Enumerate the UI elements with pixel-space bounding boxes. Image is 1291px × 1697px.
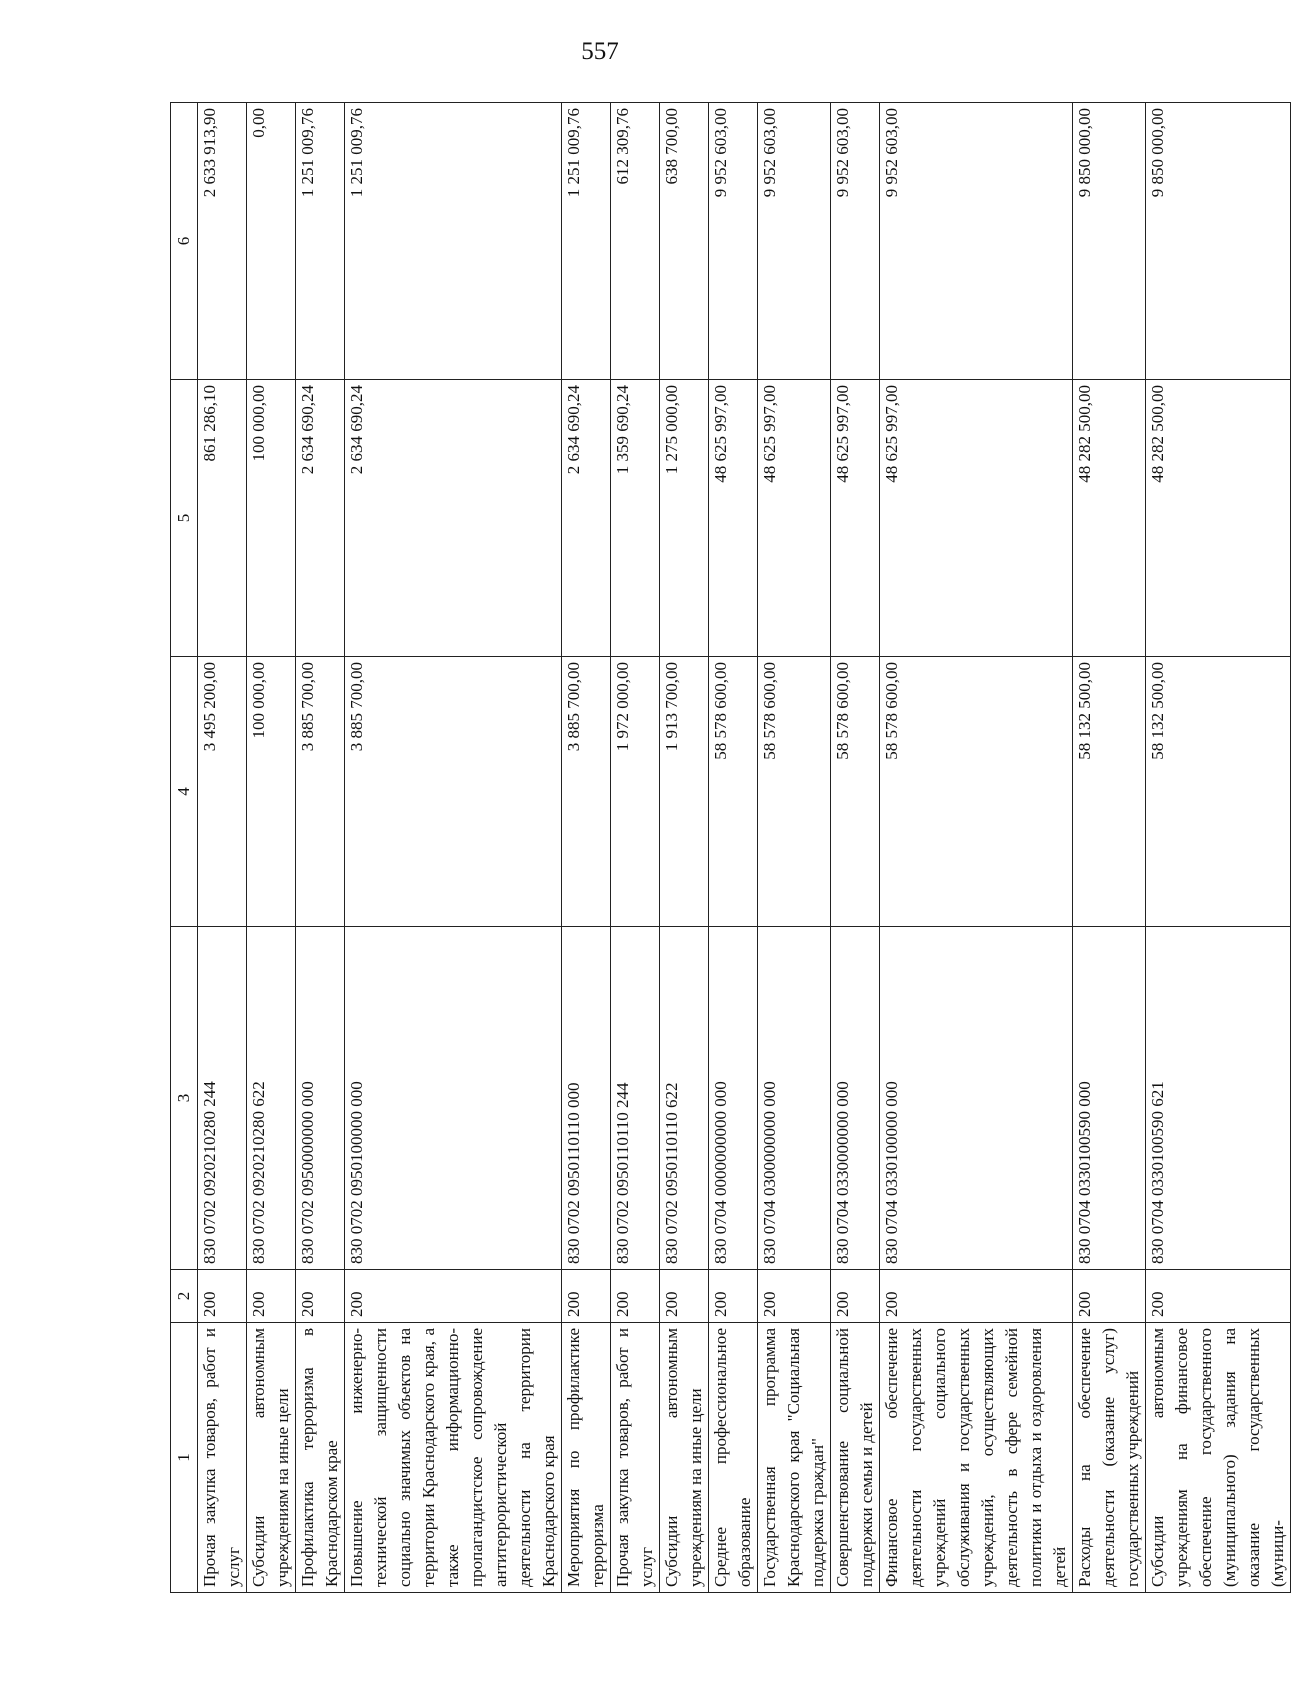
row-amount-6: 0,00 [247, 103, 296, 380]
row-amount-4: 58 578 600,00 [758, 657, 831, 927]
row-amount-5: 48 625 997,00 [880, 380, 1073, 657]
column-header: 1 [171, 1323, 198, 1593]
row-amount-4: 100 000,00 [247, 657, 296, 927]
table-row [198, 103, 247, 1593]
table-row [831, 103, 880, 1593]
row-amount-5: 48 625 997,00 [831, 380, 880, 657]
table-row [345, 103, 562, 1593]
row-amount-6: 9 952 603,00 [709, 103, 758, 380]
row-column-2: 200 [880, 1270, 1073, 1323]
row-column-2: 200 [1146, 1270, 1291, 1323]
row-amount-5: 1 359 690,24 [611, 380, 660, 657]
row-column-2: 200 [758, 1270, 831, 1323]
table-row [247, 103, 296, 1593]
row-code: 830 0702 0950100000 000 [345, 927, 562, 1270]
row-amount-5: 48 625 997,00 [709, 380, 758, 657]
row-amount-6: 612 309,76 [611, 103, 660, 380]
row-column-2: 200 [660, 1270, 709, 1323]
budget-table [170, 102, 1291, 1593]
row-amount-4: 3 885 700,00 [562, 657, 611, 927]
row-column-2: 200 [296, 1270, 345, 1323]
table-row [296, 103, 345, 1593]
column-header: 2 [171, 1270, 198, 1323]
column-header: 5 [171, 380, 198, 657]
row-amount-5: 100 000,00 [247, 380, 296, 657]
row-code: 830 0702 0950110110 244 [611, 927, 660, 1270]
table-row [880, 103, 1073, 1593]
row-description: Прочая закупка товаров, работ и услуг [198, 1323, 247, 1593]
table-row [562, 103, 611, 1593]
row-amount-5: 2 634 690,24 [562, 380, 611, 657]
row-column-2: 200 [345, 1270, 562, 1323]
row-amount-4: 3 495 200,00 [198, 657, 247, 927]
column-header: 3 [171, 927, 198, 1270]
table-body [198, 103, 1291, 1593]
row-column-2: 200 [831, 1270, 880, 1323]
row-amount-6: 9 952 603,00 [831, 103, 880, 380]
row-amount-4: 58 578 600,00 [831, 657, 880, 927]
row-code: 830 0702 0920210280 622 [247, 927, 296, 1270]
row-code: 830 0704 0330100590 621 [1146, 927, 1291, 1270]
row-amount-5: 2 634 690,24 [345, 380, 562, 657]
row-description: Профилактика терроризма в Краснодарском крае [296, 1323, 345, 1593]
row-code: 830 0702 0950000000 000 [296, 927, 345, 1270]
row-amount-5: 48 282 500,00 [1146, 380, 1291, 657]
table-row [660, 103, 709, 1593]
row-description: Расходы на обеспечение деятельности (оказание услуг) государственных учреждений [1073, 1323, 1146, 1593]
row-code: 830 0704 0000000000 000 [709, 927, 758, 1270]
table-row [758, 103, 831, 1593]
row-amount-4: 3 885 700,00 [345, 657, 562, 927]
rotated-table-container [170, 103, 1287, 1593]
row-column-2: 200 [198, 1270, 247, 1323]
row-description: Повышение инженерно-технической защищенности социально значимых объектов на территории Краснодарского края, а также информационно-пропагандистское сопровождение антитеррористической деятельности на территории Краснодарского края [345, 1323, 562, 1593]
row-column-2: 200 [611, 1270, 660, 1323]
column-header: 4 [171, 657, 198, 927]
row-column-2: 200 [1073, 1270, 1146, 1323]
row-amount-6: 1 251 009,76 [562, 103, 611, 380]
row-description: Субсидии автономным учреждениям на иные цели [247, 1323, 296, 1593]
row-description: Субсидии автономным учреждениям на иные цели [660, 1323, 709, 1593]
column-header: 6 [171, 103, 198, 380]
row-column-2: 200 [709, 1270, 758, 1323]
table-row [709, 103, 758, 1593]
header-row [171, 103, 198, 1593]
row-code: 830 0702 0920210280 244 [198, 927, 247, 1270]
row-column-2: 200 [562, 1270, 611, 1323]
row-amount-6: 2 633 913,90 [198, 103, 247, 380]
page-number: 557 [581, 38, 619, 65]
table-row [611, 103, 660, 1593]
row-column-2: 200 [247, 1270, 296, 1323]
row-description: Финансовое обеспечение деятельности государственных учреждений социального обслуживания и государственных учреждений, осуществляющих деятельность в сфере семейной политики и отдыха и оздоровления детей [880, 1323, 1073, 1593]
row-description: Совершенствование социальной поддержки семьи и детей [831, 1323, 880, 1593]
table-row [1073, 103, 1146, 1593]
row-amount-4: 58 578 600,00 [880, 657, 1073, 927]
row-description: Среднее профессиональное образование [709, 1323, 758, 1593]
row-code: 830 0704 0330100000 000 [880, 927, 1073, 1270]
row-code: 830 0704 0330100590 000 [1073, 927, 1146, 1270]
row-amount-4: 58 132 500,00 [1146, 657, 1291, 927]
row-description: Государственная программа Краснодарского края "Социальная поддержка граждан" [758, 1323, 831, 1593]
row-amount-4: 1 913 700,00 [660, 657, 709, 927]
row-code: 830 0704 0300000000 000 [758, 927, 831, 1270]
row-description: Субсидии автономным учреждениям на финансовое обеспечение государственного (муниципального) задания на оказание государственных (муници- [1146, 1323, 1291, 1593]
row-amount-5: 2 634 690,24 [296, 380, 345, 657]
row-code: 830 0702 0950110110 000 [562, 927, 611, 1270]
row-amount-5: 48 282 500,00 [1073, 380, 1146, 657]
row-amount-6: 9 850 000,00 [1073, 103, 1146, 380]
row-amount-4: 1 972 000,00 [611, 657, 660, 927]
row-amount-6: 1 251 009,76 [345, 103, 562, 380]
row-description: Прочая закупка товаров, работ и услуг [611, 1323, 660, 1593]
row-amount-6: 1 251 009,76 [296, 103, 345, 380]
row-amount-6: 638 700,00 [660, 103, 709, 380]
row-amount-6: 9 952 603,00 [758, 103, 831, 380]
row-amount-5: 48 625 997,00 [758, 380, 831, 657]
row-amount-4: 3 885 700,00 [296, 657, 345, 927]
row-amount-4: 58 578 600,00 [709, 657, 758, 927]
row-amount-5: 861 286,10 [198, 380, 247, 657]
table-row [1146, 103, 1291, 1593]
row-code: 830 0702 0950110110 622 [660, 927, 709, 1270]
row-code: 830 0704 0330000000 000 [831, 927, 880, 1270]
row-amount-6: 9 850 000,00 [1146, 103, 1291, 380]
row-amount-6: 9 952 603,00 [880, 103, 1073, 380]
row-amount-5: 1 275 000,00 [660, 380, 709, 657]
row-amount-4: 58 132 500,00 [1073, 657, 1146, 927]
row-description: Мероприятия по профилактике терроризма [562, 1323, 611, 1593]
